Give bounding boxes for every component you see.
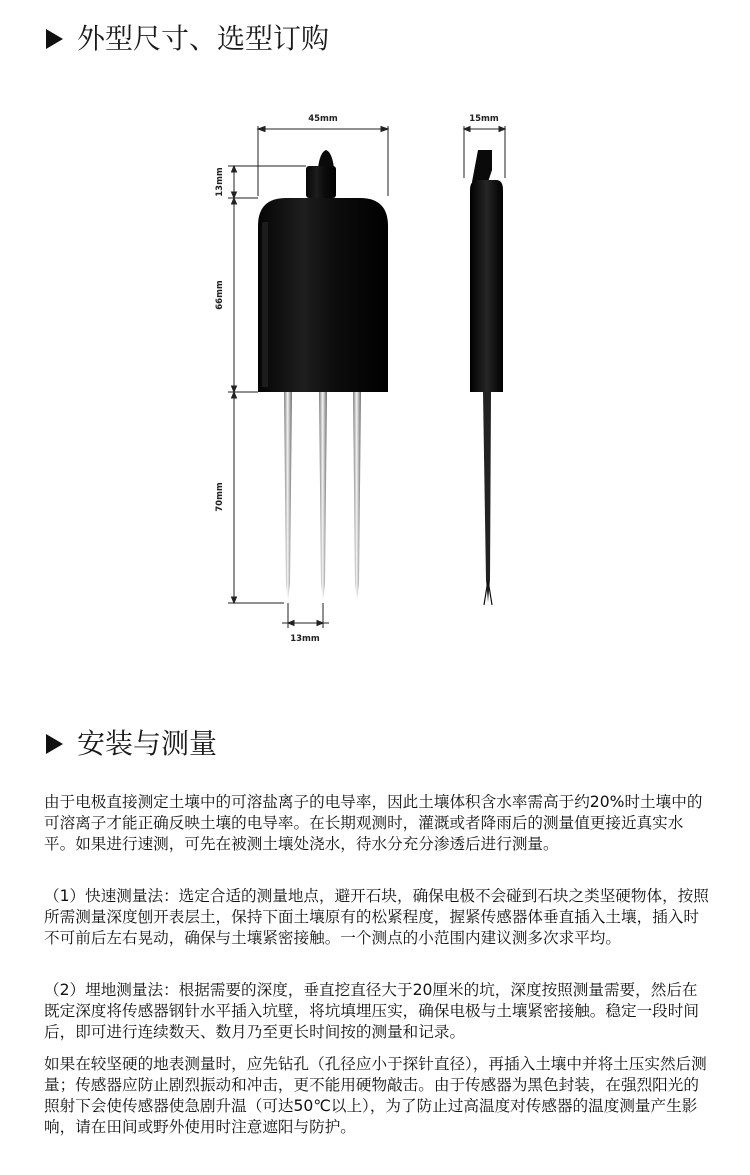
sensor-dimension-diagram — [200, 105, 540, 650]
probe-right — [353, 392, 361, 600]
section-title-install — [46, 727, 217, 761]
paragraph-conductivity-note: 由于电极直接测定土壤中的可溶盐离子的电导率，因此土壤体积含水率需高于约20%时土壤中的可溶离子才能正确反映土壤的电导率。在长期观测时，灌溉或者降雨后的测量值更接近真实水平。如果进行速测，可先在被测土壤处浇水，待水分充分渗透后进行测量。 — [44, 793, 703, 853]
install-title-text: 安装与测量 — [77, 727, 218, 760]
body-height-label: 66mm — [215, 280, 225, 310]
paragraph-hard-ground-note: 如果在较坚硬的地表测量时，应先钻孔（孔径应小于探针直径），再插入土壤中并将土压实然后测量；传感器应防止剧烈振动和冲击，更不能用硬物敲击。由于传感器为黑色封装，在强烈阳光的照射下会使传感器使急剧升温（可达50℃以上），为了防止过高温度对传感器的温度测量产生影响，请在田间或野外使用时注意遮阳与防护。 — [44, 1055, 707, 1136]
probe-left — [284, 392, 292, 600]
probe-middle — [319, 392, 327, 600]
sensor-body-highlight — [262, 222, 268, 387]
dimensions-title-text: 外型尺寸、选型订购 — [77, 22, 330, 55]
section-title-dimensions — [46, 22, 329, 56]
thickness-label: 15mm — [469, 114, 499, 124]
paragraph-quick-method: （1）快速测量法：选定合适的测量地点，避开石块，确保电极不会碰到石块之类坚硬物体，按照所需测量深度刨开表层土，保持下面土壤原有的松紧程度，握紧传感器体垂直插入土壤，插入时不可前后左右晃动，确保与土壤紧密接触。一个测点的小范围内建议测多次求平均。 — [44, 887, 709, 947]
sensor-body-front — [258, 198, 388, 392]
probe-spacing-label: 13mm — [290, 634, 320, 644]
probe-length-label: 70mm — [215, 482, 225, 512]
play-triangle-icon — [46, 734, 63, 754]
top-height-label: 13mm — [215, 167, 225, 197]
play-triangle-icon — [46, 29, 63, 49]
sensor-body-side — [470, 180, 503, 392]
width-label: 45mm — [308, 114, 338, 124]
sensor-neck-front — [306, 166, 336, 198]
probe-side — [483, 392, 491, 602]
paragraph-buried-method: （2）埋地测量法：根据需要的深度，垂直挖直径大于20厘米的坑，深度按照测量需要，然后在既定深度将传感器钢针水平插入坑壁，将坑填埋压实，确保电极与土壤紧密接触。稳定一段时间后，即可进行连续数天、数月乃至更长时间按的测量和记录。 — [44, 981, 699, 1041]
dimension-probe-spacing — [282, 603, 329, 628]
cable-front — [318, 150, 334, 168]
